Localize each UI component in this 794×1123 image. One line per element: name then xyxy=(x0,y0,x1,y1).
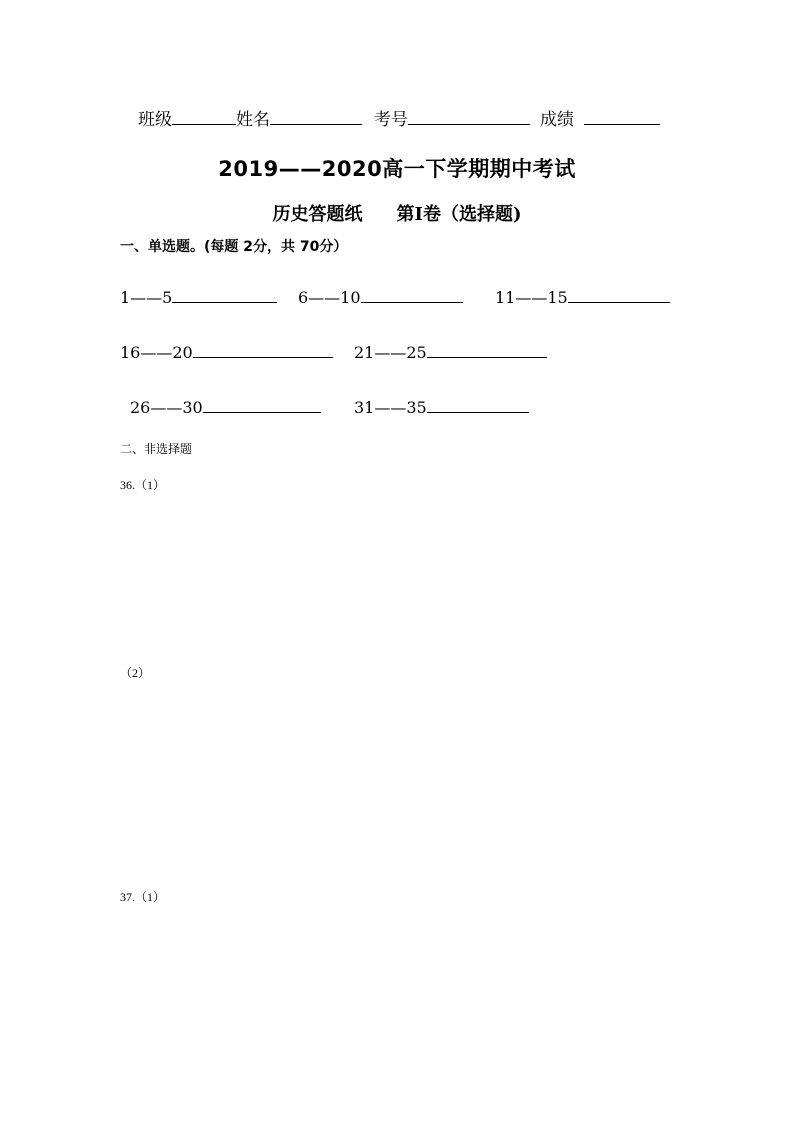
answer-field[interactable] xyxy=(427,394,529,413)
answer-field[interactable] xyxy=(427,339,547,358)
answer-range-label: 16——20 xyxy=(120,343,193,362)
score-label: 成绩 xyxy=(540,110,574,130)
exam-title: 2019——2020高一下学期期中考试 xyxy=(218,157,576,181)
name-label: 姓名 xyxy=(236,110,270,130)
answer-range-label: 6——10 xyxy=(298,288,361,307)
answer-area[interactable] xyxy=(120,496,680,656)
class-label: 班级 xyxy=(138,110,172,130)
answer-range-label: 11——15 xyxy=(495,288,568,307)
score-field[interactable] xyxy=(584,106,660,125)
question-label: 37.（1） xyxy=(120,890,166,904)
student-info-line xyxy=(138,106,660,131)
section2-heading: 二、非选择题 xyxy=(120,442,193,456)
answer-range-label: 26——30 xyxy=(130,398,203,417)
exam-number-field[interactable] xyxy=(408,106,530,125)
answer-field[interactable] xyxy=(568,284,670,303)
answer-group xyxy=(354,394,529,418)
answer-area[interactable] xyxy=(120,908,680,1088)
class-field[interactable] xyxy=(172,106,236,125)
answer-group xyxy=(130,394,321,418)
paper-subject-title: 历史答题纸 xyxy=(272,204,363,225)
answer-area[interactable] xyxy=(120,684,680,874)
answer-group xyxy=(495,284,670,308)
name-field[interactable] xyxy=(270,106,362,125)
answer-range-label: 21——25 xyxy=(354,343,427,362)
answer-field[interactable] xyxy=(361,284,463,303)
answer-group xyxy=(298,284,463,308)
section1-heading: 一、单选题。(每题 2分，共 70分） xyxy=(120,239,348,255)
answer-group xyxy=(354,339,547,363)
paper-volume-title: 第Ⅰ卷（选择题) xyxy=(396,204,522,225)
question-label: （2） xyxy=(120,666,151,680)
answer-group xyxy=(120,284,277,308)
answer-range-label: 1——5 xyxy=(120,288,173,307)
question-label: 36.（1） xyxy=(120,478,166,492)
answer-field[interactable] xyxy=(172,284,277,303)
answer-range-label: 31——35 xyxy=(354,398,427,417)
answer-field[interactable] xyxy=(193,339,333,358)
answer-field[interactable] xyxy=(203,394,321,413)
answer-group xyxy=(120,339,333,363)
exam-number-label: 考号 xyxy=(374,110,408,130)
paper-title xyxy=(0,200,794,226)
